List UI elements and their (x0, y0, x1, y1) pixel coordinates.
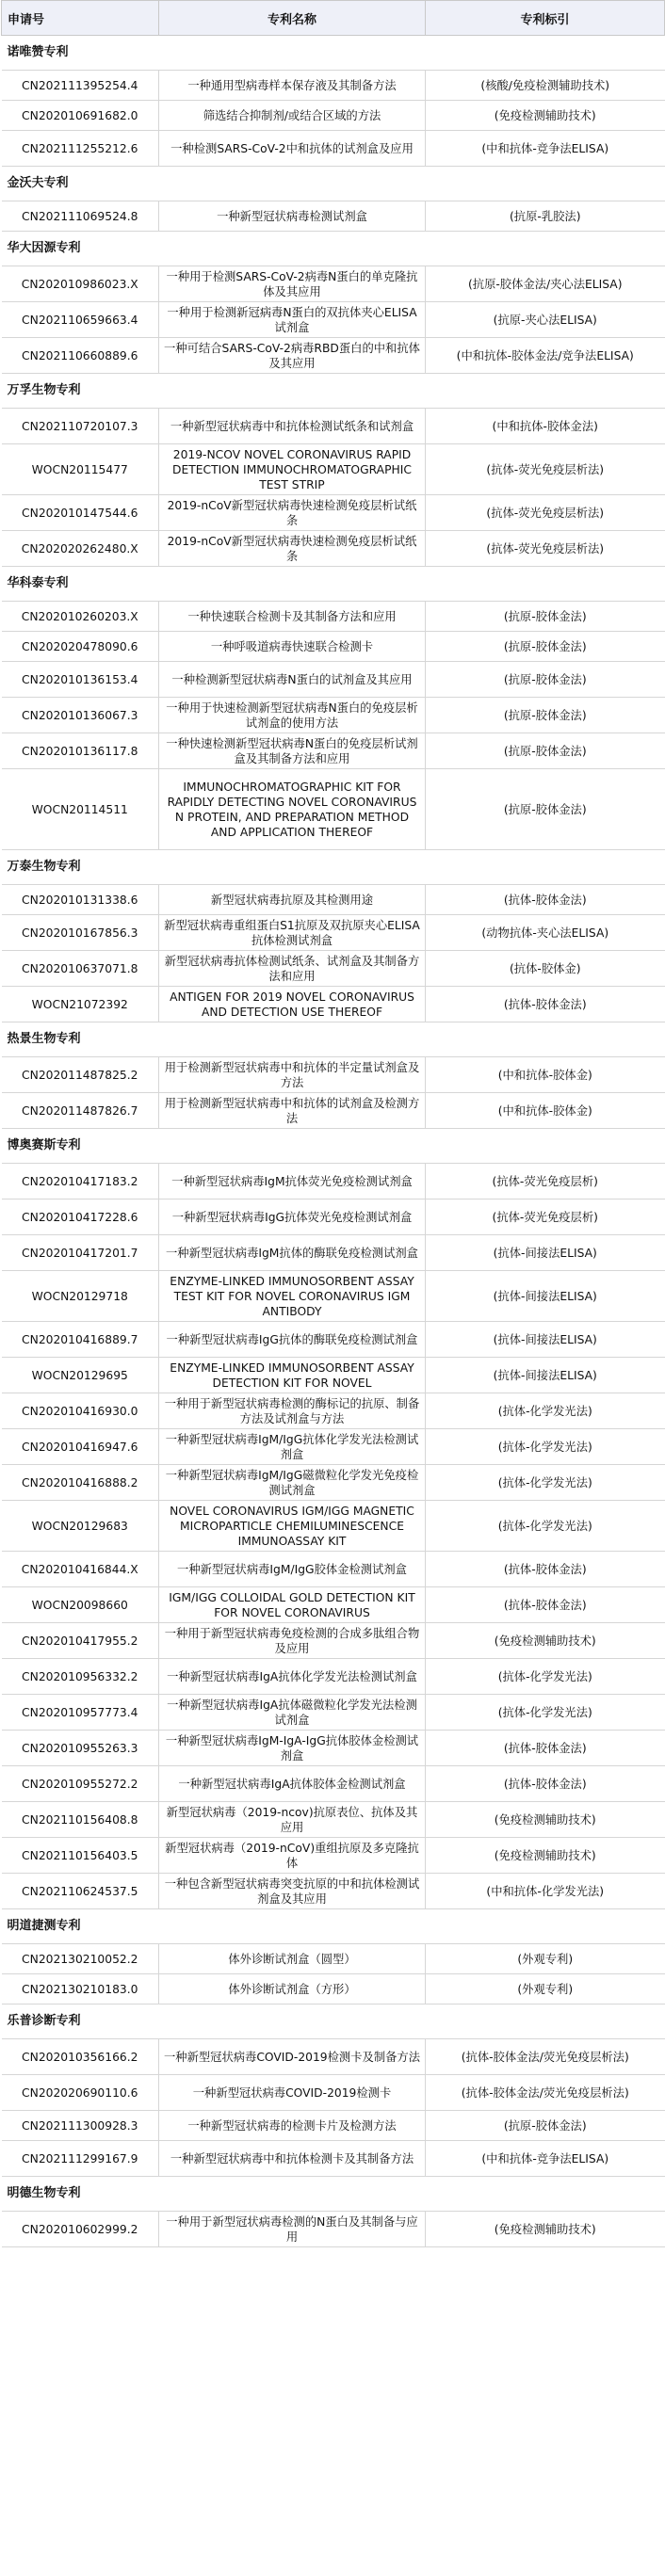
table-row (2, 444, 665, 495)
patent-index: (抗体-胶体金法) (426, 1766, 665, 1802)
patent-index: (中和抗体-化学发光法) (426, 1874, 665, 1909)
application-number: WOCN21072392 (2, 987, 159, 1022)
table-row (2, 1465, 665, 1501)
patent-name: ENZYME-LINKED IMMUNOSORBENT ASSAY DETECTION KIT FOR NOVEL (159, 1358, 426, 1393)
patent-name: 2019-NCOV NOVEL CORONAVIRUS RAPID DETECTION IMMUNOCHROMATOGRAPHIC TEST STRIP (159, 444, 426, 495)
application-number: WOCN20129718 (2, 1271, 159, 1322)
application-number: CN202010955272.2 (2, 1766, 159, 1802)
patent-index: (中和抗体-竞争法ELISA) (426, 131, 665, 167)
table-row (2, 1695, 665, 1731)
table-row (2, 266, 665, 302)
patent-index: (抗体-胶体金法/荧光免疫层析法) (426, 2075, 665, 2111)
group-title: 华科泰专利 (2, 567, 665, 602)
patent-name: 一种可结合SARS-CoV-2病毒RBD蛋白的中和抗体及其应用 (159, 338, 426, 374)
patent-name: 一种新型冠状病毒IgA抗体磁微粒化学发光法检测试剂盒 (159, 1695, 426, 1731)
patent-name: 一种检测SARS-CoV-2中和抗体的试剂盒及应用 (159, 131, 426, 167)
group-header-row (2, 1129, 665, 1164)
table-row (2, 915, 665, 951)
patent-name: 2019-nCoV新型冠状病毒快速检测免疫层析试纸条 (159, 495, 426, 531)
table-row (2, 1393, 665, 1429)
table-row (2, 1271, 665, 1322)
table-row (2, 987, 665, 1022)
application-number: CN202010637071.8 (2, 951, 159, 987)
table-row (2, 1731, 665, 1766)
patent-name: IGM/IGG COLLOIDAL GOLD DETECTION KIT FOR NOVEL CORONAVIRUS (159, 1587, 426, 1623)
patent-index: (抗体-荧光免疫层析) (426, 1164, 665, 1199)
table-row (2, 338, 665, 374)
group-header-row (2, 2177, 665, 2212)
patent-name: 体外诊断试剂盒（圆型） (159, 1944, 426, 1974)
group-header-row (2, 232, 665, 266)
patent-index: (抗体-化学发光法) (426, 1695, 665, 1731)
table-row (2, 1552, 665, 1587)
application-number: CN202010602999.2 (2, 2212, 159, 2247)
patent-index: (抗原-胶体金法) (426, 602, 665, 632)
patent-index: (抗体-胶体金法/荧光免疫层析法) (426, 2039, 665, 2075)
application-number: CN202010147544.6 (2, 495, 159, 531)
patent-name: 一种呼吸道病毒快速联合检测卡 (159, 632, 426, 662)
application-number: CN202130210052.2 (2, 1944, 159, 1974)
table-row (2, 769, 665, 850)
patent-name: 一种新型冠状病毒IgM-IgA-IgG抗体胶体金检测试剂盒 (159, 1731, 426, 1766)
application-number: CN202010417183.2 (2, 1164, 159, 1199)
table-row (2, 1944, 665, 1974)
patent-name: 筛选结合抑制剂/或结合区域的方法 (159, 101, 426, 131)
table-row (2, 1501, 665, 1552)
group-title: 诺唯赞专利 (2, 36, 665, 71)
patent-index: (外观专利) (426, 1944, 665, 1974)
application-number: CN202110156403.5 (2, 1838, 159, 1874)
patent-name: 一种新型冠状病毒COVID-2019检测卡 (159, 2075, 426, 2111)
patent-index: (抗体-胶体金法) (426, 1587, 665, 1623)
application-number: CN202111300928.3 (2, 2111, 159, 2141)
application-number: CN202010956332.2 (2, 1659, 159, 1695)
table-row (2, 1093, 665, 1129)
application-number: CN202010136153.4 (2, 662, 159, 698)
table-row (2, 302, 665, 338)
table-row (2, 951, 665, 987)
table-row (2, 1358, 665, 1393)
table-row (2, 2111, 665, 2141)
group-title: 博奥赛斯专利 (2, 1129, 665, 1164)
patent-index: (免疫检测辅助技术) (426, 2212, 665, 2247)
patent-index: (中和抗体-竞争法ELISA) (426, 2141, 665, 2177)
application-number: CN202010416844.X (2, 1552, 159, 1587)
application-number: CN202010167856.3 (2, 915, 159, 951)
patent-index: (抗体-胶体金法) (426, 1731, 665, 1766)
application-number: WOCN20115477 (2, 444, 159, 495)
patent-name: 一种用于新型冠状病毒免疫检测的合成多肽组合物及应用 (159, 1623, 426, 1659)
table-header-row (2, 1, 665, 36)
application-number: CN202011487826.7 (2, 1093, 159, 1129)
patent-index: (外观专利) (426, 1974, 665, 2004)
patent-name: ENZYME-LINKED IMMUNOSORBENT ASSAY TEST KIT FOR NOVEL CORONAVIRUS IGM ANTIBODY (159, 1271, 426, 1322)
patent-name: 一种用于新型冠状病毒检测的N蛋白及其制备与应用 (159, 2212, 426, 2247)
patent-name: 一种新型冠状病毒IgM抗体荧光免疫检测试剂盒 (159, 1164, 426, 1199)
header-application-number: 申请号 (2, 1, 159, 36)
patent-index: (中和抗体-胶体金法) (426, 409, 665, 444)
table-row (2, 1199, 665, 1235)
application-number: CN202010955263.3 (2, 1731, 159, 1766)
group-title: 金沃夫专利 (2, 167, 665, 201)
table-row (2, 495, 665, 531)
patent-name: 一种通用型病毒样本保存液及其制备方法 (159, 71, 426, 101)
application-number: CN202110660889.6 (2, 338, 159, 374)
patent-index: (免疫检测辅助技术) (426, 1838, 665, 1874)
patent-name: IMMUNOCHROMATOGRAPHIC KIT FOR RAPIDLY DETECTING NOVEL CORONAVIRUS N PROTEIN, AND PREPARATION METHOD AND APPLICATION THEREOF (159, 769, 426, 850)
group-title: 华大因源专利 (2, 232, 665, 266)
patent-index: (抗体-间接法ELISA) (426, 1322, 665, 1358)
patent-index: (抗体-胶体金法) (426, 1552, 665, 1587)
application-number: CN202010416889.7 (2, 1322, 159, 1358)
patent-name: 一种新型冠状病毒COVID-2019检测卡及制备方法 (159, 2039, 426, 2075)
application-number: CN202010260203.X (2, 602, 159, 632)
group-title: 热景生物专利 (2, 1022, 665, 1057)
patent-index: (中和抗体-胶体金) (426, 1093, 665, 1129)
table-row (2, 201, 665, 232)
patent-name: 一种新型冠状病毒检测试剂盒 (159, 201, 426, 232)
application-number: CN202010986023.X (2, 266, 159, 302)
patent-name: 一种新型冠状病毒的检测卡片及检测方法 (159, 2111, 426, 2141)
patent-name: 用于检测新型冠状病毒中和抗体的半定量试剂盒及方法 (159, 1057, 426, 1093)
table-row (2, 1802, 665, 1838)
patent-index: (抗体-荧光免疫层析法) (426, 495, 665, 531)
patent-name: 一种新型冠状病毒IgM/IgG磁微粒化学发光免疫检测试剂盒 (159, 1465, 426, 1501)
group-header-row (2, 167, 665, 201)
header-patent-name: 专利名称 (159, 1, 426, 36)
patent-name: 一种新型冠状病毒中和抗体检测卡及其制备方法 (159, 2141, 426, 2177)
patent-index: (抗体-化学发光法) (426, 1429, 665, 1465)
table-row (2, 531, 665, 567)
table-row (2, 2075, 665, 2111)
application-number: CN202111299167.9 (2, 2141, 159, 2177)
group-header-row (2, 1022, 665, 1057)
patent-index: (抗体-胶体金) (426, 951, 665, 987)
patent-name: 一种快速检测新型冠状病毒N蛋白的免疫层析试剂盒及其制备方法和应用 (159, 733, 426, 769)
patent-index: (抗原-夹心法ELISA) (426, 302, 665, 338)
application-number: CN202010417955.2 (2, 1623, 159, 1659)
patent-index: (抗原-胶体金法) (426, 2111, 665, 2141)
table-row (2, 2039, 665, 2075)
patent-name: 体外诊断试剂盒（方形） (159, 1974, 426, 2004)
table-row (2, 409, 665, 444)
application-number: CN202010957773.4 (2, 1695, 159, 1731)
table-row (2, 71, 665, 101)
application-number: CN202010416930.0 (2, 1393, 159, 1429)
table-row (2, 1838, 665, 1874)
patent-name: ANTIGEN FOR 2019 NOVEL CORONAVIRUS AND DETECTION USE THEREOF (159, 987, 426, 1022)
patent-index: (抗体-化学发光法) (426, 1501, 665, 1552)
group-header-row (2, 567, 665, 602)
application-number: CN202111255212.6 (2, 131, 159, 167)
table-row (2, 101, 665, 131)
patent-name: 一种新型冠状病毒IgA抗体胶体金检测试剂盒 (159, 1766, 426, 1802)
group-title: 万泰生物专利 (2, 850, 665, 885)
application-number: CN202010691682.0 (2, 101, 159, 131)
application-number: CN202011487825.2 (2, 1057, 159, 1093)
patent-name: 新型冠状病毒重组蛋白S1抗原及双抗原夹心ELISA抗体检测试剂盒 (159, 915, 426, 951)
group-title: 乐普诊断专利 (2, 2004, 665, 2039)
application-number: CN202010136067.3 (2, 698, 159, 733)
patent-index: (中和抗体-胶体金法/竞争法ELISA) (426, 338, 665, 374)
application-number: WOCN20098660 (2, 1587, 159, 1623)
patent-name: 一种新型冠状病毒IgM抗体的酶联免疫检测试剂盒 (159, 1235, 426, 1271)
patent-name: 一种用于检测新冠病毒N蛋白的双抗体夹心ELISA试剂盒 (159, 302, 426, 338)
header-patent-index: 专利标引 (426, 1, 665, 36)
table-row (2, 885, 665, 915)
application-number: WOCN20114511 (2, 769, 159, 850)
group-header-row (2, 374, 665, 409)
table-row (2, 131, 665, 167)
table-row (2, 2141, 665, 2177)
patent-index: (抗体-化学发光法) (426, 1465, 665, 1501)
application-number: CN202111395254.4 (2, 71, 159, 101)
application-number: CN202020478090.6 (2, 632, 159, 662)
patent-index: (抗原-胶体金法) (426, 662, 665, 698)
patent-name: 一种检测新型冠状病毒N蛋白的试剂盒及其应用 (159, 662, 426, 698)
patent-name: 一种新型冠状病毒IgM/IgG抗体化学发光法检测试剂盒 (159, 1429, 426, 1465)
table-row (2, 662, 665, 698)
table-row (2, 1587, 665, 1623)
table-row (2, 632, 665, 662)
group-header-row (2, 850, 665, 885)
patent-name: 一种包含新型冠状病毒突变抗原的中和抗体检测试剂盒及其应用 (159, 1874, 426, 1909)
application-number: CN202010417228.6 (2, 1199, 159, 1235)
patent-name: 一种新型冠状病毒IgG抗体荧光免疫检测试剂盒 (159, 1199, 426, 1235)
table-row (2, 602, 665, 632)
patent-index: (抗原-胶体金法) (426, 769, 665, 850)
table-row (2, 1766, 665, 1802)
application-number: CN202010136117.8 (2, 733, 159, 769)
patent-index: (抗体-间接法ELISA) (426, 1358, 665, 1393)
patent-name: 一种用于新型冠状病毒检测的酶标记的抗原、制备方法及试剂盒与方法 (159, 1393, 426, 1429)
patent-index: (免疫检测辅助技术) (426, 1802, 665, 1838)
application-number: CN202010416888.2 (2, 1465, 159, 1501)
patent-index: (核酸/免疫检测辅助技术) (426, 71, 665, 101)
table-row (2, 1322, 665, 1358)
application-number: CN202110659663.4 (2, 302, 159, 338)
application-number: CN202010417201.7 (2, 1235, 159, 1271)
patent-index: (抗体-胶体金法) (426, 885, 665, 915)
table-row (2, 698, 665, 733)
table-row (2, 1974, 665, 2004)
patent-index: (抗体-化学发光法) (426, 1659, 665, 1695)
patent-index: (抗体-间接法ELISA) (426, 1235, 665, 1271)
application-number: CN202110720107.3 (2, 409, 159, 444)
patent-index: (中和抗体-胶体金) (426, 1057, 665, 1093)
group-header-row (2, 36, 665, 71)
patent-name: 一种新型冠状病毒IgM/IgG胶体金检测试剂盒 (159, 1552, 426, 1587)
patent-index: (抗原-胶体金法) (426, 632, 665, 662)
table-row (2, 1659, 665, 1695)
patent-name: 一种快速联合检测卡及其制备方法和应用 (159, 602, 426, 632)
group-title: 明德生物专利 (2, 2177, 665, 2212)
application-number: CN202110156408.8 (2, 1802, 159, 1838)
patent-index: (抗体-胶体金法) (426, 987, 665, 1022)
patent-name: 一种新型冠状病毒IgG抗体的酶联免疫检测试剂盒 (159, 1322, 426, 1358)
application-number: CN202020690110.6 (2, 2075, 159, 2111)
application-number: CN202111069524.8 (2, 201, 159, 232)
application-number: CN202010356166.2 (2, 2039, 159, 2075)
application-number: CN202110624537.5 (2, 1874, 159, 1909)
table-row (2, 1057, 665, 1093)
patent-index: (抗原-乳胶法) (426, 201, 665, 232)
patent-index: (抗体-间接法ELISA) (426, 1271, 665, 1322)
group-title: 明道捷测专利 (2, 1909, 665, 1944)
patent-name: 新型冠状病毒抗原及其检测用途 (159, 885, 426, 915)
patent-name: 一种用于快速检测新型冠状病毒N蛋白的免疫层析试剂盒的使用方法 (159, 698, 426, 733)
patent-name: 2019-nCoV新型冠状病毒快速检测免疫层析试纸条 (159, 531, 426, 567)
patent-index: (抗体-荧光免疫层析法) (426, 531, 665, 567)
table-row (2, 1235, 665, 1271)
patent-name: 一种新型冠状病毒IgA抗体化学发光法检测试剂盒 (159, 1659, 426, 1695)
patent-table (1, 0, 665, 2247)
group-title: 万孚生物专利 (2, 374, 665, 409)
table-body (2, 36, 665, 2247)
table-row (2, 1623, 665, 1659)
group-header-row (2, 2004, 665, 2039)
patent-name: 新型冠状病毒抗体检测试纸条、试剂盒及其制备方法和应用 (159, 951, 426, 987)
application-number: CN202020262480.X (2, 531, 159, 567)
patent-index: (抗体-荧光免疫层析) (426, 1199, 665, 1235)
patent-index: (抗原-胶体金法) (426, 698, 665, 733)
patent-index: (免疫检测辅助技术) (426, 101, 665, 131)
application-number: CN202130210183.0 (2, 1974, 159, 2004)
patent-name: 新型冠状病毒（2019-ncov)抗原表位、抗体及其应用 (159, 1802, 426, 1838)
patent-index: (免疫检测辅助技术) (426, 1623, 665, 1659)
table-row (2, 1164, 665, 1199)
group-header-row (2, 1909, 665, 1944)
patent-name: 一种用于检测SARS-CoV-2病毒N蛋白的单克隆抗体及其应用 (159, 266, 426, 302)
application-number: WOCN20129683 (2, 1501, 159, 1552)
application-number: CN202010131338.6 (2, 885, 159, 915)
table-row (2, 2212, 665, 2247)
table-row (2, 1874, 665, 1909)
table-row (2, 733, 665, 769)
patent-name: 一种新型冠状病毒中和抗体检测试纸条和试剂盒 (159, 409, 426, 444)
patent-index: (动物抗体-夹心法ELISA) (426, 915, 665, 951)
patent-name: 用于检测新型冠状病毒中和抗体的试剂盒及检测方法 (159, 1093, 426, 1129)
patent-index: (抗原-胶体金法/夹心法ELISA) (426, 266, 665, 302)
patent-index: (抗体-荧光免疫层析法) (426, 444, 665, 495)
patent-index: (抗体-化学发光法) (426, 1393, 665, 1429)
application-number: WOCN20129695 (2, 1358, 159, 1393)
patent-name: NOVEL CORONAVIRUS IGM/IGG MAGNETIC MICROPARTICLE CHEMILUMINESCENCE IMMUNOASSAY KIT (159, 1501, 426, 1552)
patent-name: 新型冠状病毒（2019-nCoV)重组抗原及多克隆抗体 (159, 1838, 426, 1874)
patent-index: (抗原-胶体金法) (426, 733, 665, 769)
application-number: CN202010416947.6 (2, 1429, 159, 1465)
table-row (2, 1429, 665, 1465)
